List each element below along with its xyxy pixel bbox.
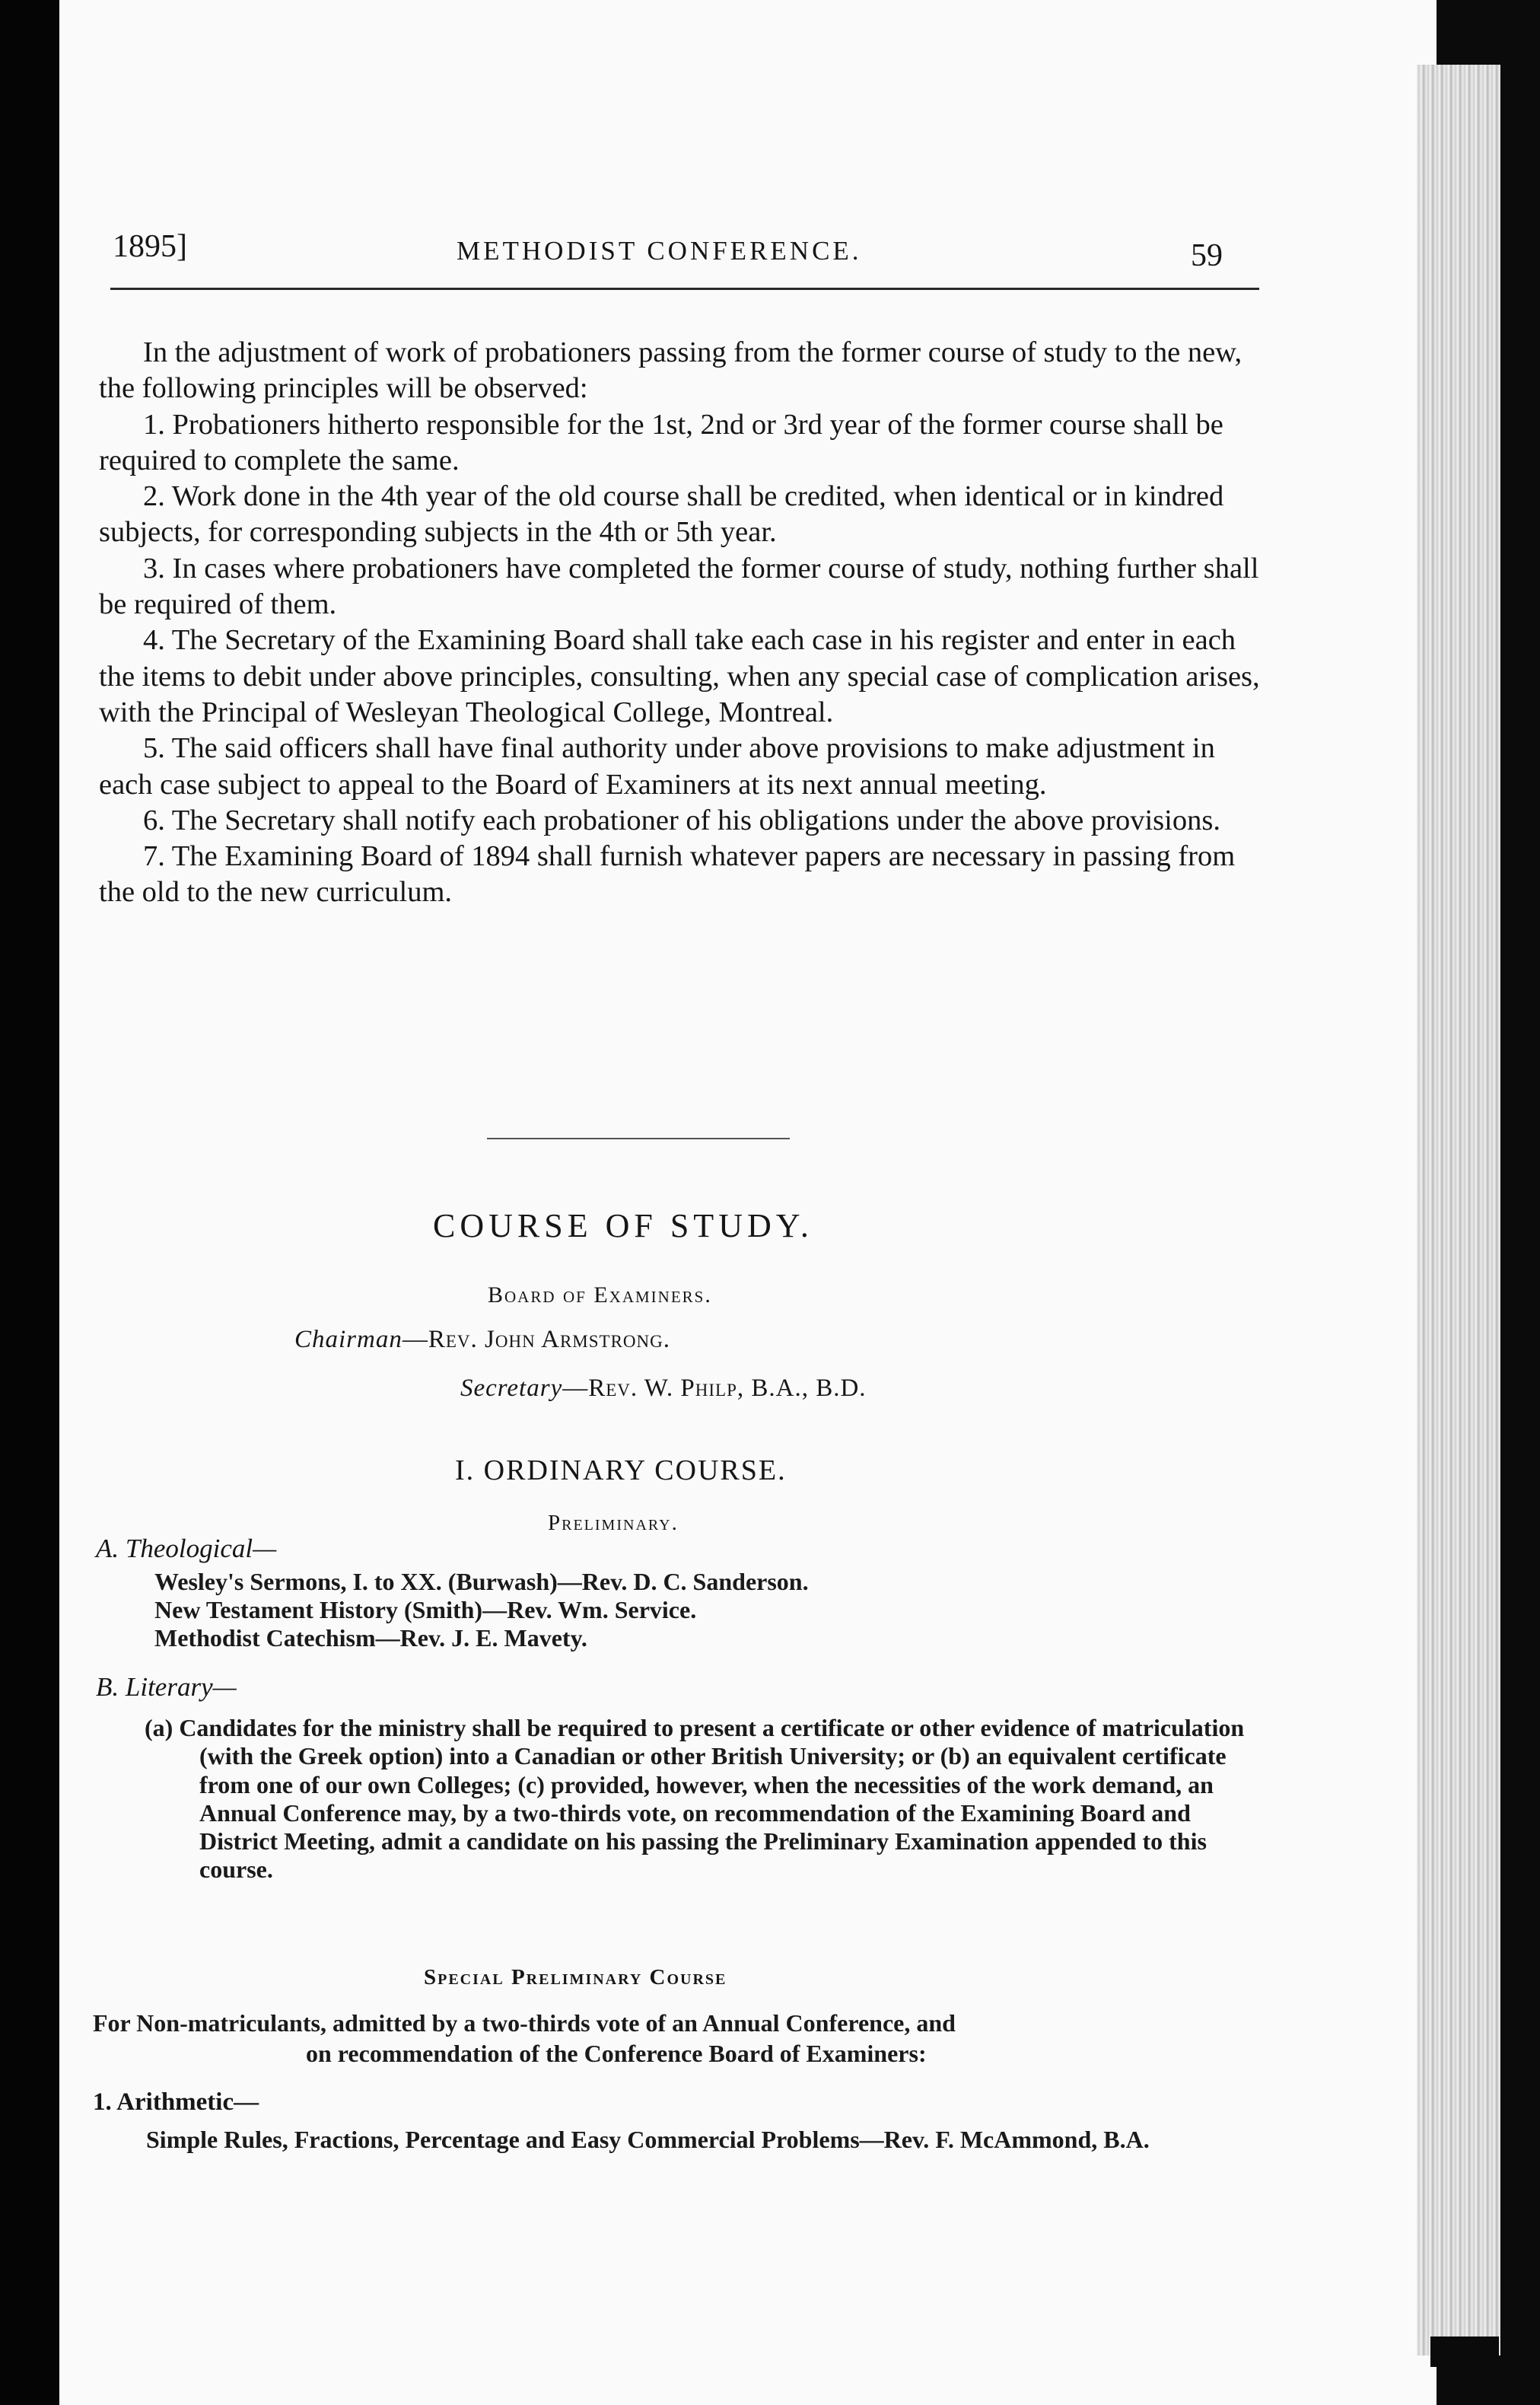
- literary-label: B. Literary—: [96, 1672, 237, 1702]
- nonmatric-line-1: For Non-matriculants, admitted by a two-thirds vote of an Annual Conference, and: [93, 2009, 956, 2037]
- principle-item: 4. The Secretary of the Examining Board shall take each case in his register and enter in each the items to debit under above principles, consulting, when any special case of complication arises, with the Principal of Wesleyan Theological College, Montreal.: [99, 624, 1260, 728]
- chairman-label: Chairman: [294, 1326, 402, 1353]
- book-spine: [0, 0, 59, 2405]
- arithmetic-requirements: [146, 2125, 1257, 2154]
- special-preliminary-heading: Special Preliminary Course: [424, 1965, 727, 1989]
- list-item: New Testament History (Smith)—Rev. Wm. Service.: [154, 1596, 697, 1623]
- list-item: Wesley's Sermons, I. to XX. (Burwash)—Rev. D. C. Sanderson.: [154, 1568, 809, 1595]
- arithmetic-item: Simple Rules, Fractions, Percentage and Easy Commercial Problems—Rev. F. McAmmond, B.A.: [146, 2126, 1150, 2153]
- principle-item: 1. Probationers hitherto responsible for the 1st, 2nd or 3rd year of the former course shall be required to complete the same.: [99, 408, 1223, 476]
- principle-item: 5. The said officers shall have final authority under above provisions to make adjustment in each case subject to appeal to the Board of Examiners at its next annual meeting.: [99, 732, 1215, 801]
- literary-paragraph: (a) Candidates for the ministry shall be required to present a certificate or other evidence of matriculation (with the Greek option) into a Canadian or other British University; or (b) an equivalent certificate from one of our own Colleges; (c) provided, however, when the necessities of the work demand, an Annual Conference may, by a two-thirds vote, on recommendation of the Examining Board and District Meeting, admit a candidate on his passing the Preliminary Examination appended to this course.: [145, 1714, 1245, 1884]
- running-head-year: 1895]: [113, 229, 187, 264]
- nonmatric-line-2: on recommendation of the Conference Board of Examiners:: [306, 2040, 927, 2067]
- principle-item: 6. The Secretary shall notify each probationer of his obligations under the above provisions.: [143, 804, 1220, 836]
- secretary-line: [460, 1375, 867, 1403]
- secretary-label: Secretary: [460, 1375, 563, 1402]
- list-item: Methodist Catechism—Rev. J. E. Mavety.: [154, 1624, 587, 1652]
- theological-label: A. Theological—: [96, 1534, 277, 1563]
- ordinary-course-heading: I. ORDINARY COURSE.: [455, 1454, 787, 1486]
- section-divider: [487, 1138, 790, 1139]
- adjustment-section: [99, 335, 1263, 911]
- chairman-line: [294, 1326, 670, 1354]
- arithmetic-label: 1. Arithmetic—: [93, 2088, 259, 2116]
- page-edges: [1417, 65, 1500, 2356]
- board-heading: Board of Examiners.: [488, 1282, 712, 1308]
- secretary-name: —Rev. W. Philp, B.A., B.D.: [562, 1375, 867, 1402]
- header-rule: [110, 288, 1259, 290]
- page-edges-shadow: [1430, 2337, 1499, 2367]
- running-head-title: METHODIST CONFERENCE.: [457, 236, 862, 266]
- chairman-name: —Rev. John Armstrong.: [402, 1326, 671, 1353]
- intro-paragraph: In the adjustment of work of probationers passing from the former course of study to the new, the following principles will be observed:: [99, 336, 1242, 405]
- non-matriculants-note: [93, 2008, 1257, 2069]
- principle-item: 7. The Examining Board of 1894 shall furnish whatever papers are necessary in passing from the old to the new curriculum.: [99, 840, 1236, 909]
- theological-list: [154, 1568, 809, 1652]
- literary-requirements: [145, 1714, 1252, 1884]
- principle-item: 3. In cases where probationers have completed the former course of study, nothing further shall be required of them.: [99, 552, 1259, 621]
- principle-item: 2. Work done in the 4th year of the old course shall be credited, when identical or in kindred subjects, for corresponding subjects in the 4th or 5th year.: [99, 480, 1224, 549]
- preliminary-heading: Preliminary.: [548, 1511, 679, 1535]
- page-number: 59: [1191, 238, 1223, 273]
- course-title: COURSE OF STUDY.: [433, 1207, 813, 1244]
